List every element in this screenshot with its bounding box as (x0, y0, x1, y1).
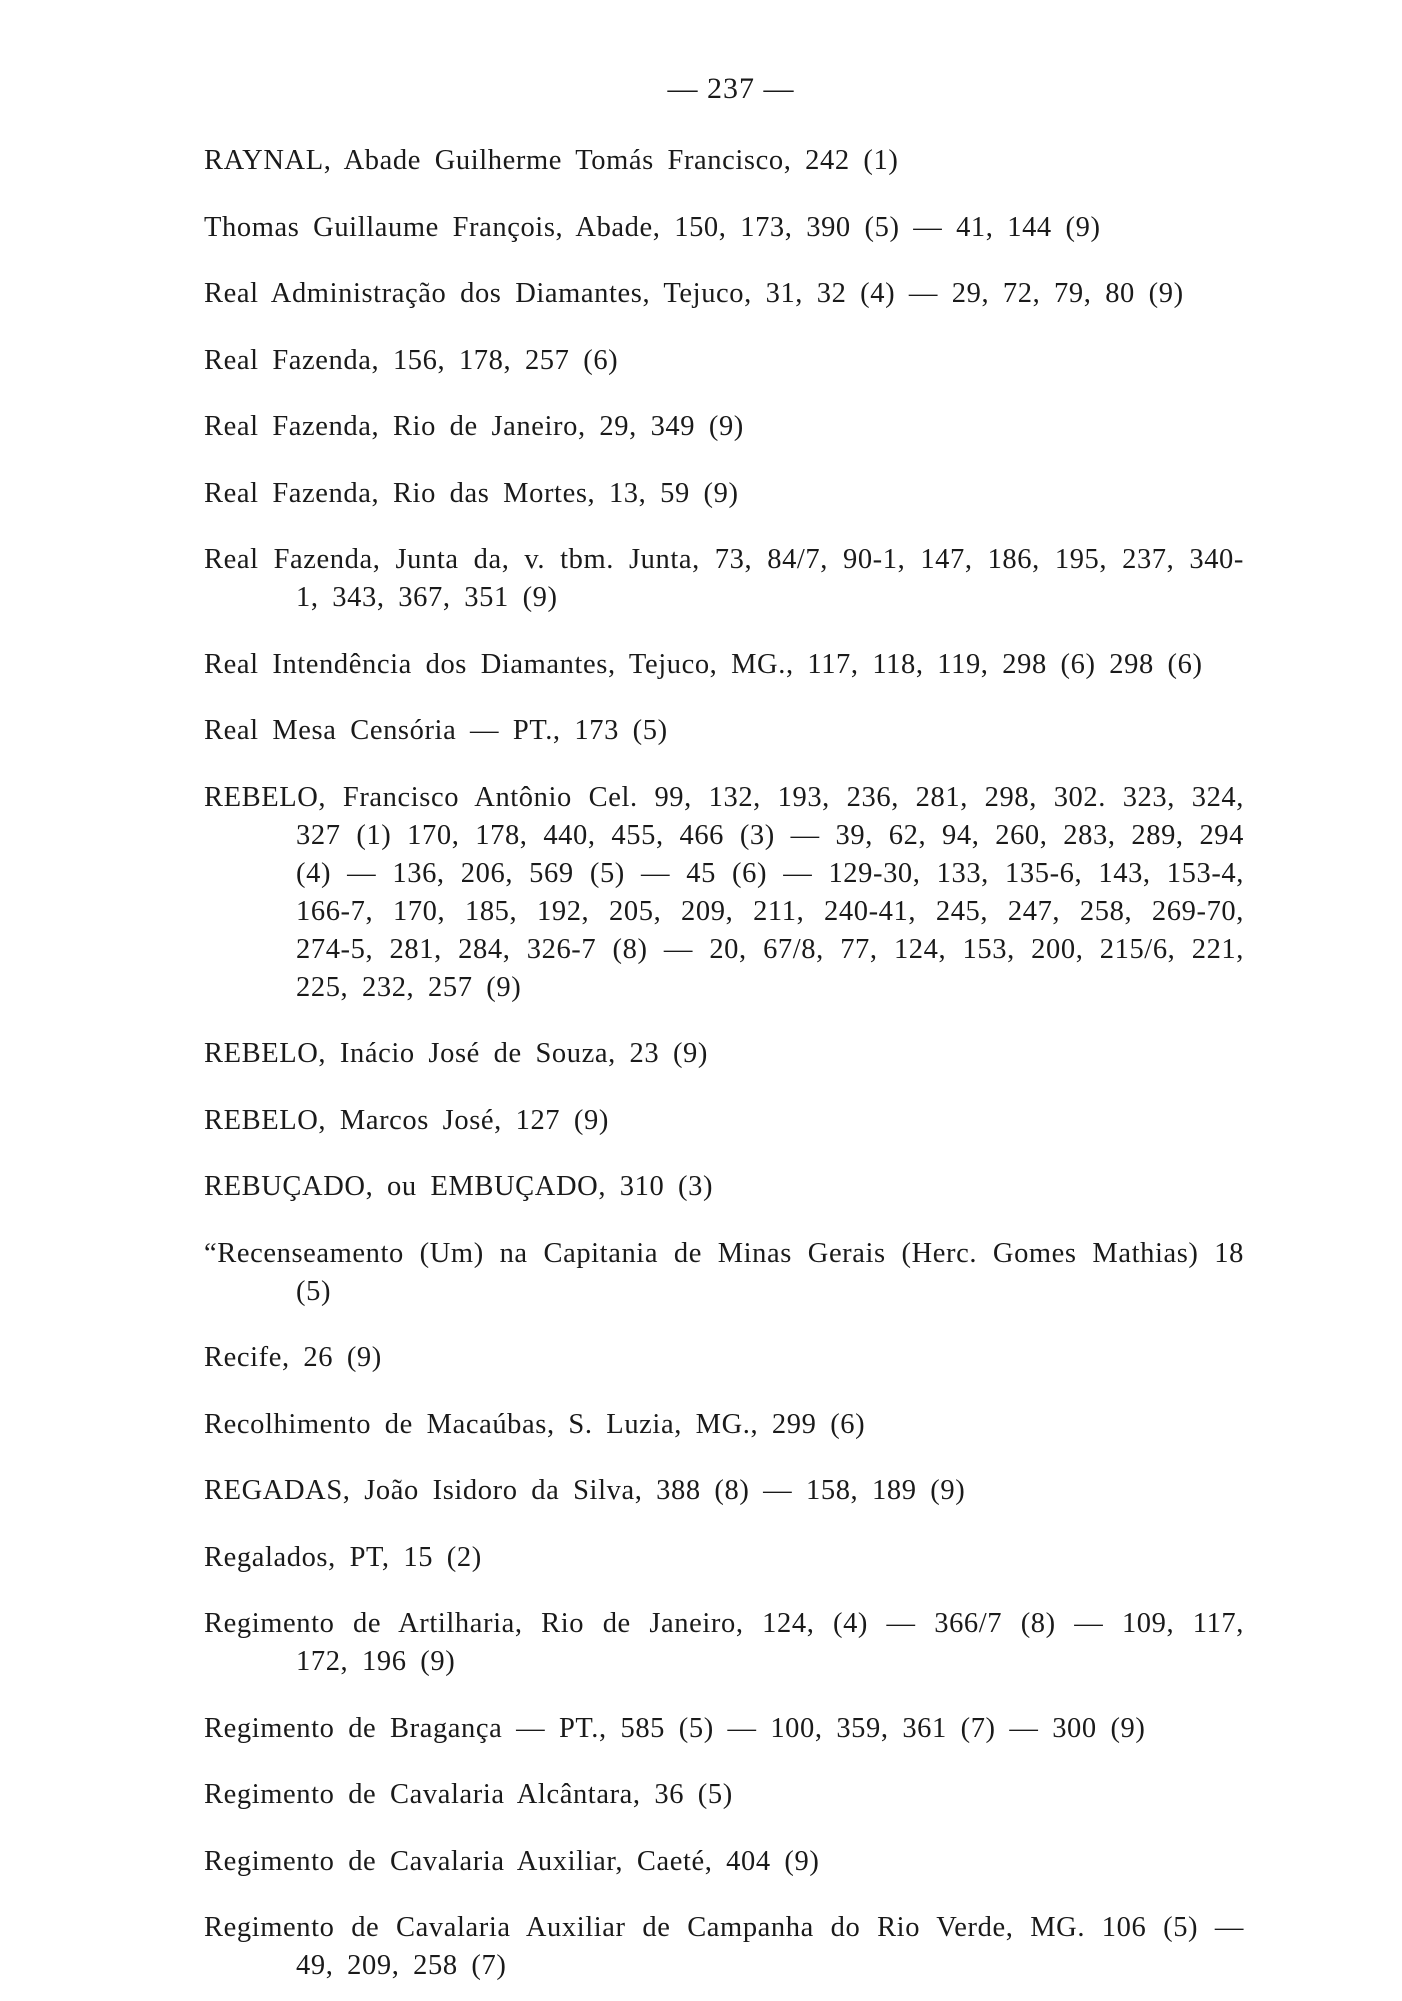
index-entry: Regalados, PT, 15 (2) (204, 1541, 482, 1573)
index-entry: Regimento de Cavalaria Auxiliar, Caeté, 404 (9) (204, 1845, 820, 1877)
index-entry: REBELO, Inácio José de Souza, 23 (9) (204, 1038, 708, 1069)
index-entry: REBUÇADO, ou EMBUÇADO, 310 (3) (204, 1171, 714, 1202)
index-entry: Recife, 26 (9) (204, 1342, 382, 1373)
index-entry: Regimento de Cavalaria Alcântara, 36 (5) (204, 1779, 733, 1810)
index-entry: Real Administração dos Diamantes, Tejuco, 31, 32 (4) — 29, 72, 79, 80 (9) (204, 278, 1184, 309)
index-entry: Real Fazenda, 156, 178, 257 (6) (204, 344, 619, 376)
index-entry: Real Fazenda, Rio das Mortes, 13, 59 (9) (204, 477, 739, 509)
index-entries (204, 142, 1244, 2001)
page-number: — 237 — (667, 72, 795, 105)
index-entry: RAYNAL, Abade Guilherme Tomás Francisco, 242 (1) (204, 145, 899, 176)
index-entry: Recolhimento de Macaúbas, S. Luzia, MG., 299 (6) (204, 1408, 866, 1440)
index-entry: REBELO, Francisco Antônio Cel. 99, 132, 193, 236, 281, 298, 302. 323, 324, 327 (1) 170, 178, 440, 455, 466 (3) — 39, 62, 94, 260, 283, 289, 294 (4) — 136, 206, 569 (5) — 45 (6) — 129-30, 133, 135-6, 143, 153-4, 166-7, 170, 185, 192, 205, 209, 211, 240-41, 245, 247, 258, 269-70, 274-5, 281, 284, 326-7 (8) — 20, 67/8, 77, 124, 153, 200, 215/6, 221, 225, 232, 257 (9) (204, 781, 1244, 1003)
index-entry: Real Fazenda, Junta da, v. tbm. Junta, 73, 84/7, 90-1, 147, 186, 195, 237, 340-1, 343, 367, 351 (9) (204, 544, 1244, 613)
index-entry: “Recenseamento (Um) na Capitania de Minas Gerais (Herc. Gomes Mathias) 18 (5) (204, 1237, 1244, 1307)
index-entry: Real Mesa Censória — PT., 173 (5) (204, 715, 668, 746)
index-entry: Regimento de Cavalaria Auxiliar de Campanha do Rio Verde, MG. 106 (5) — 49, 209, 258 (7) (204, 1912, 1244, 1981)
index-entry: REBELO, Marcos José, 127 (9) (204, 1104, 609, 1136)
index-entry: Real Fazenda, Rio de Janeiro, 29, 349 (9) (204, 411, 744, 442)
index-entry: Real Intendência dos Diamantes, Tejuco, MG., 117, 118, 119, 298 (6) 298 (6) (204, 648, 1203, 680)
index-entry: Regimento de Artilharia, Rio de Janeiro, 124, (4) — 366/7 (8) — 109, 117, 172, 196 (9) (204, 1608, 1244, 1677)
index-entry: Thomas Guillaume François, Abade, 150, 173, 390 (5) — 41, 144 (9) (204, 211, 1101, 243)
index-entry: Regimento de Bragança — PT., 585 (5) — 100, 359, 361 (7) — 300 (9) (204, 1712, 1146, 1744)
index-entry: REGADAS, João Isidoro da Silva, 388 (8) — 158, 189 (9) (204, 1475, 966, 1506)
